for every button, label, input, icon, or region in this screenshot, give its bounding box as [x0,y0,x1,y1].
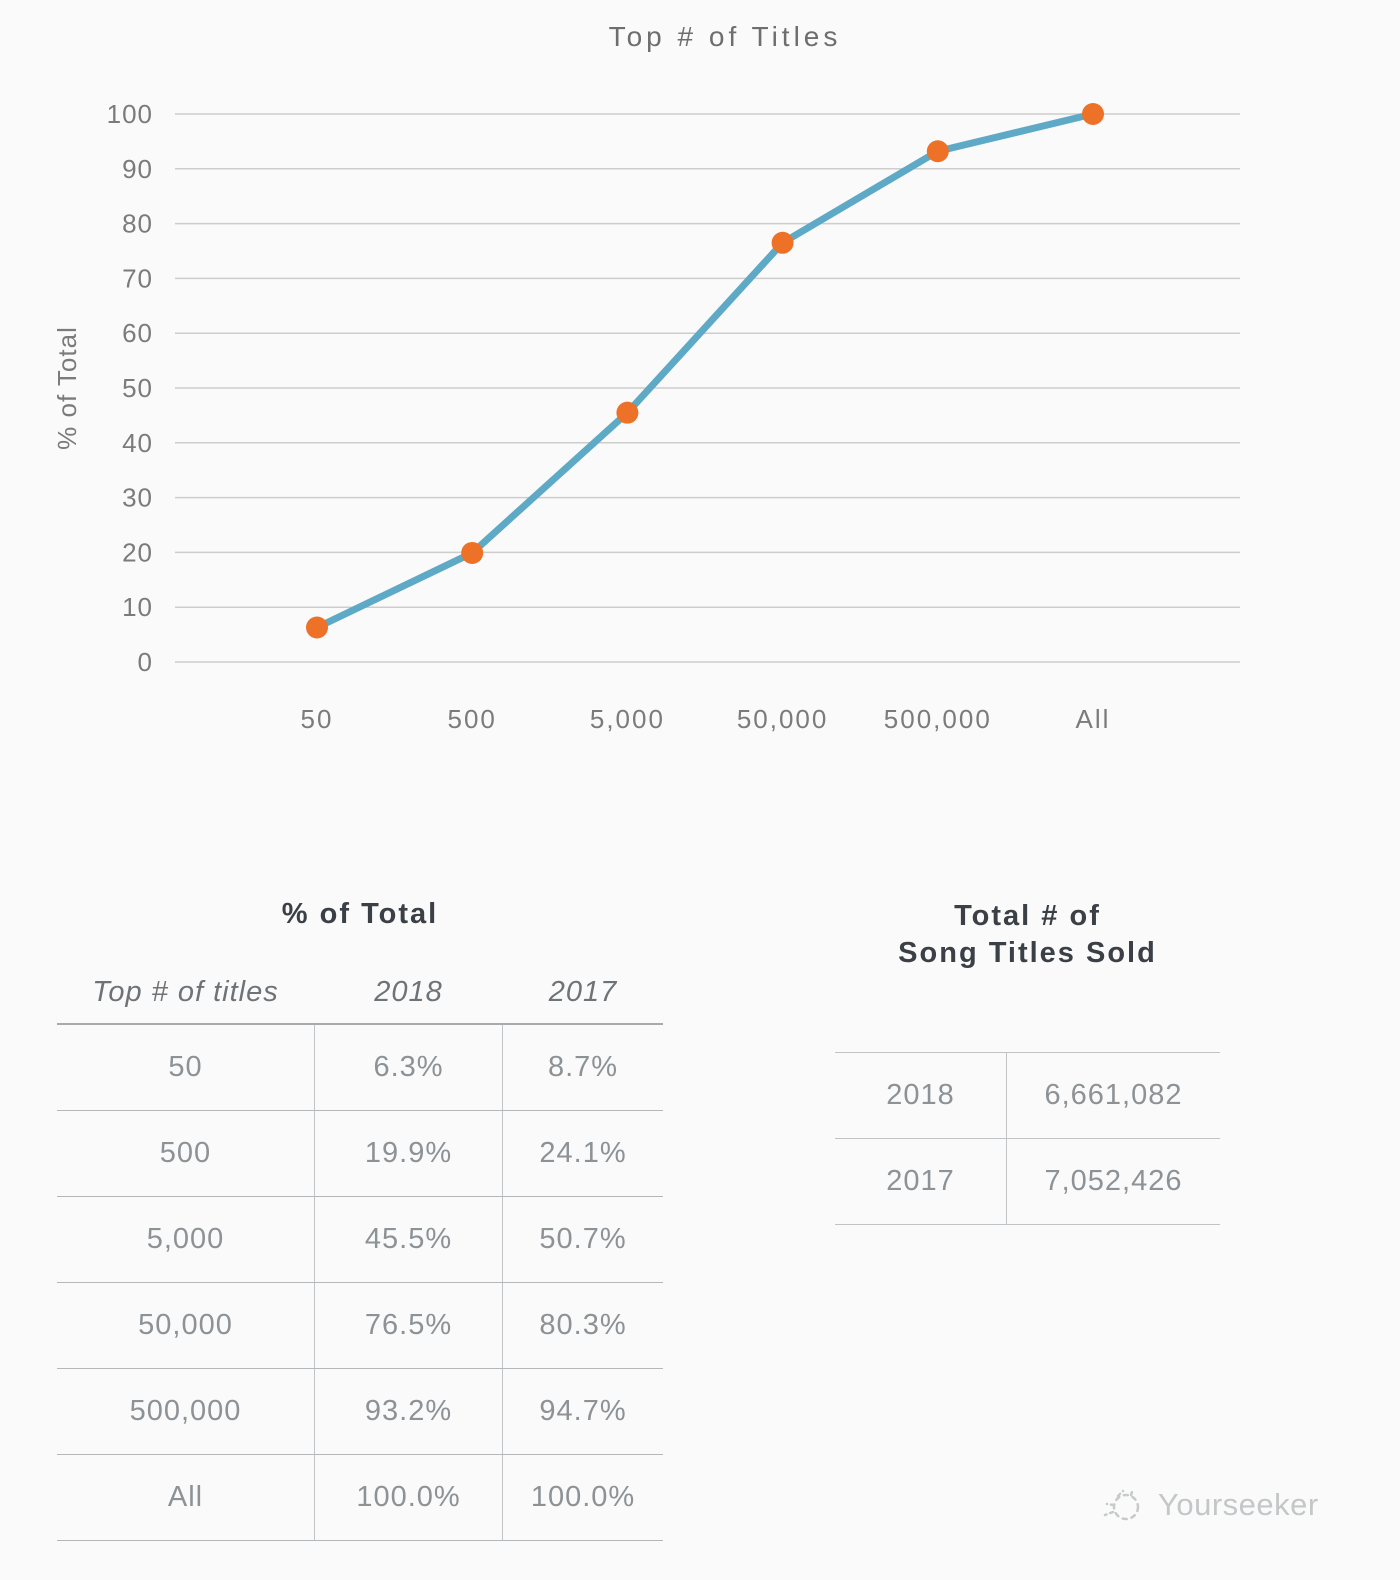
totals-table-title [835,898,1220,972]
y-tick-label: 60 [122,318,153,349]
y-tick-label: 10 [122,592,153,623]
cell-total: 6,661,082 [1044,1079,1183,1111]
table-row [835,1053,1220,1139]
data-point [306,616,328,638]
column-header-2018: 2018 [374,975,443,1008]
percent-of-total-table [57,898,663,1541]
cell-2018: 19.9% [314,1111,503,1196]
cell-top-titles: 50,000 [138,1309,233,1341]
table-row [57,1197,663,1283]
total-titles-sold-table [835,898,1220,1225]
cell-2017: 8.7% [547,1051,619,1083]
cell-2017: 50.7% [539,1223,627,1255]
cell-2018: 93.2% [314,1369,503,1454]
cell-total: 7,052,426 [1044,1165,1183,1197]
y-tick-label: 30 [122,482,153,513]
cell-2018: 100.0% [314,1455,503,1540]
yourseeker-wordmark: Yourseeker [1158,1487,1319,1522]
top-titles-chart [0,0,1400,770]
y-tick-label: 40 [122,427,153,458]
x-tick-label: All [1075,704,1111,734]
table-row [57,1025,663,1111]
column-header-2017: 2017 [548,975,618,1008]
percent-table-title: % of Total [281,898,439,930]
totals-title-line1: Total # of [954,900,1101,932]
yourseeker-logo-icon [1100,1482,1146,1528]
cell-2018: 6.3% [314,1025,503,1110]
y-tick-label: 100 [106,99,153,129]
data-point [927,140,949,162]
y-tick-label: 80 [122,208,153,239]
y-tick-label: 90 [122,153,153,184]
x-tick-label: 50 [300,704,334,734]
series-line-2018 [317,114,1093,627]
cell-top-titles: 500,000 [129,1395,242,1427]
cell-2017: 24.1% [539,1137,627,1169]
y-tick-label: 0 [137,647,153,677]
table-row [835,1139,1220,1225]
data-point [616,402,638,424]
y-axis-title: % of Total [52,326,82,450]
totals-table-body [835,1052,1220,1225]
percent-table-header-row [57,961,663,1023]
cell-year: 2017 [835,1139,1007,1224]
table-row [57,1111,663,1197]
data-point [461,542,483,564]
y-tick-label: 70 [122,263,153,294]
column-header-top-titles: Top # of titles [92,975,279,1008]
cell-top-titles: 5,000 [146,1223,225,1255]
totals-title-line2: Song Titles Sold [898,937,1157,969]
table-row [57,1283,663,1369]
y-tick-label: 50 [122,373,153,403]
cell-top-titles: 500 [159,1137,212,1169]
x-tick-label: 500,000 [883,704,992,734]
cell-2018: 76.5% [314,1283,503,1368]
cell-2017: 100.0% [530,1481,636,1513]
x-tick-label: 5,000 [589,704,665,734]
cell-top-titles: All [167,1481,204,1513]
data-point [1082,103,1104,125]
y-tick-label: 20 [122,537,153,568]
x-tick-label: 500 [447,704,497,734]
cell-year: 2018 [835,1053,1007,1138]
cell-top-titles: 50 [168,1051,203,1083]
cell-2018: 45.5% [314,1197,503,1282]
x-tick-label: 50,000 [736,704,829,734]
yourseeker-watermark [1100,1482,1319,1528]
data-point [772,232,794,254]
cell-2017: 94.7% [539,1395,627,1427]
table-row [57,1369,663,1455]
cell-2017: 80.3% [539,1309,627,1341]
chart-canvas [0,0,1400,770]
table-row [57,1455,663,1541]
chart-title: Top # of Titles [608,21,842,52]
percent-table-body [57,1023,663,1541]
